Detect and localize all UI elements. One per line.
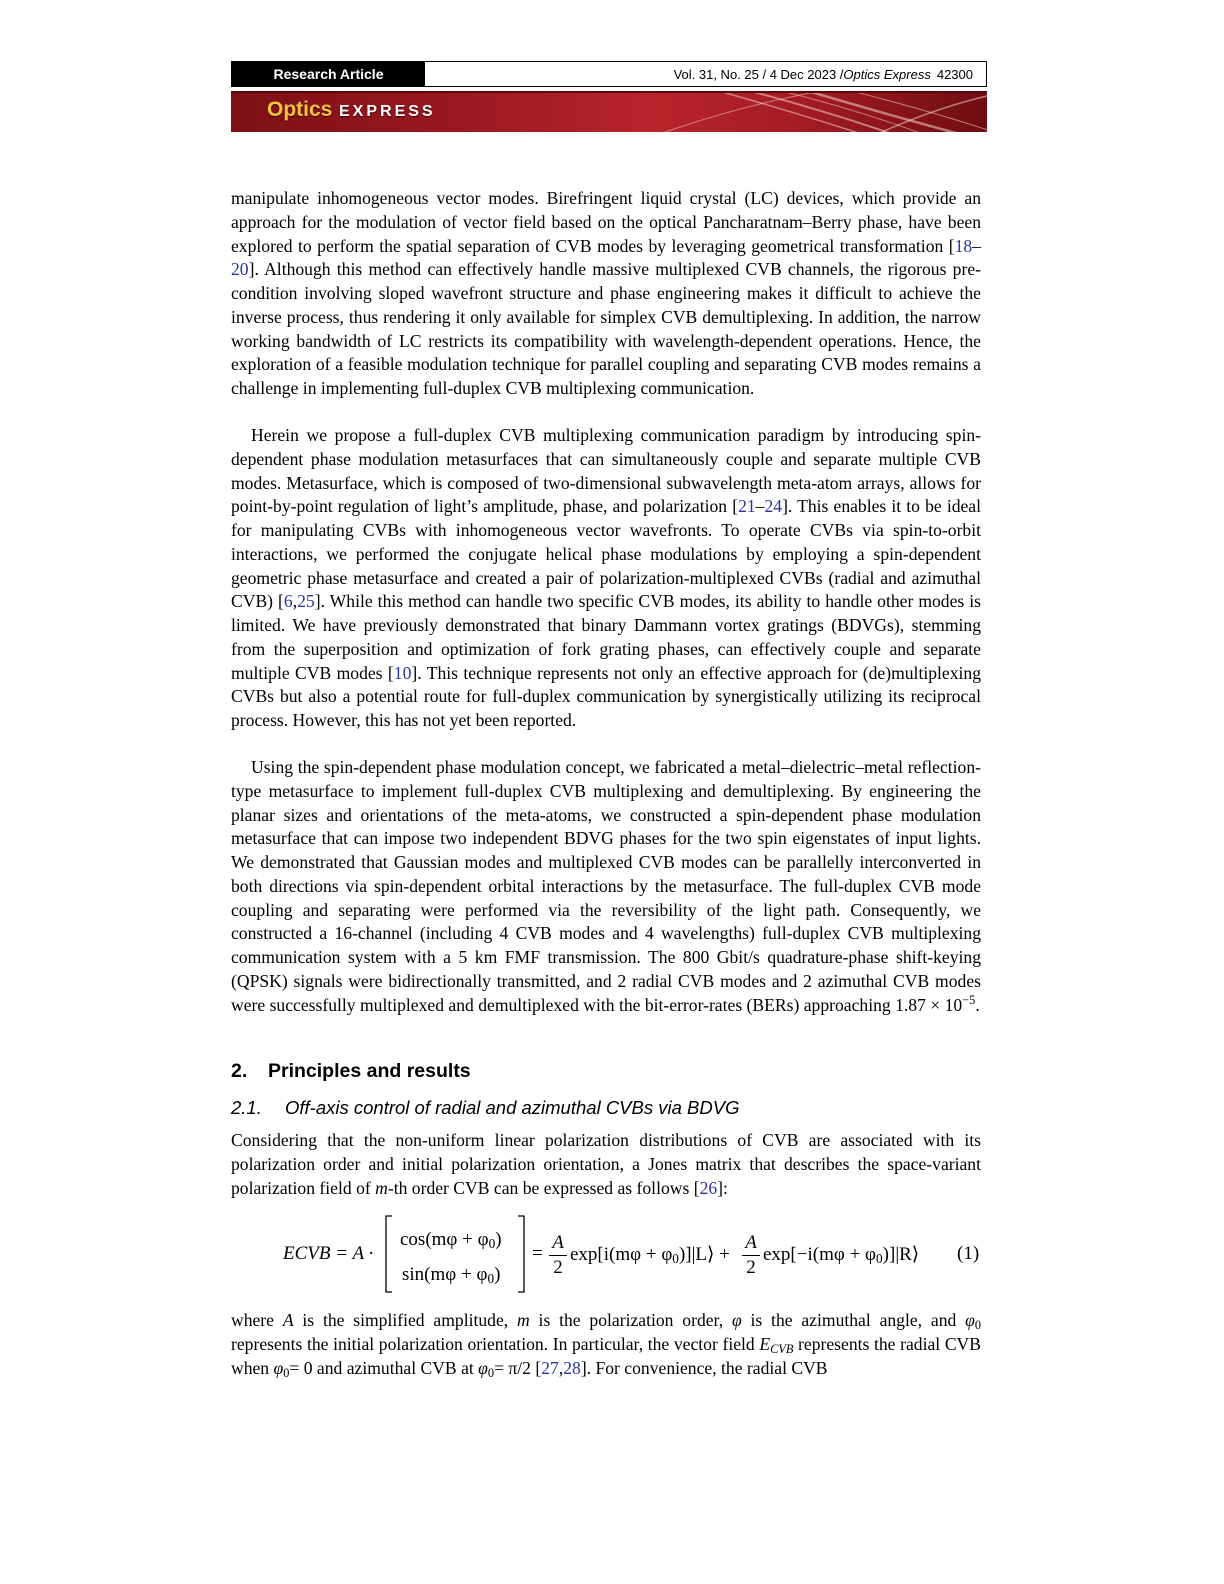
text: Herein we propose a full-duplex CVB multiplexing communication paradigm by introducing spin-dependent phase modulation metasurfaces that can simultaneously couple and separate multiple CVB modes. Metasurface, which is composed of two-dimensional subwavelength meta-atom arrays, allows for point-by-point regulation of light’s amplitude, phase, and polarization [ — [231, 425, 981, 517]
subsection-heading — [231, 1097, 739, 1119]
math-var: m — [375, 1177, 388, 1198]
journal-name: Optics Express — [843, 66, 931, 82]
subscript: CVB — [770, 1341, 794, 1356]
citation-info — [425, 62, 986, 86]
text: , — [558, 1357, 564, 1378]
text: = 0 and azimuthal CVB at — [289, 1357, 479, 1378]
matrix-top-entry: $\cos(m\varphi + \varphi_0)$ — [400, 1229, 502, 1251]
text: , — [292, 591, 298, 612]
citation-link[interactable]: 18 — [954, 235, 973, 256]
math-var: E — [759, 1333, 771, 1354]
text: = π/2 [ — [494, 1357, 542, 1378]
text: Using the spin-dependent phase modulation concept, we fabricated a metal–dielectric–metal reflection-type metasurface to implement full-duplex CVB multiplexing and demultiplexing. By engineering the planar sizes and orientations of the meta-atoms, we constructed a spin-dependent phase modulation metasurface that can impose two independent BDVG phases for the two spin eigenstates of input lights. We demonstrated that Gaussian modes and multiplexed CVB modes can be parallelly interconverted in both directions via spin-dependent orbital interactions by the metasurface. The full-duplex CVB mode coupling and separating were performed via the reversibility of the light path. Consequently, we constructed a 16-channel (including 4 CVB modes and 4 wavelengths) full-duplex CVB multiplexing communication system with a 5 km FMF transmission. The 800 Gbit/s quadrature-phase shift-keying (QPSK) signals were bidirectionally transmitted, and 2 radial CVB modes and 2 azimuthal CVB modes were successfully multiplexed and demultiplexed with the bit-error-rates (BERs) approaching 1.87 × 10 — [231, 757, 981, 1015]
equation-1 — [0, 1212, 1224, 1296]
paragraph-1 — [231, 187, 981, 401]
paragraph-2 — [231, 424, 981, 733]
article-type-label: Research Article — [232, 62, 425, 86]
text: represents the initial polarization orientation. In particular, the vector field — [231, 1333, 760, 1354]
citation-link[interactable]: 28 — [563, 1357, 581, 1378]
journal-header — [231, 61, 987, 87]
subscript: 0 — [974, 1318, 982, 1332]
paragraph-4 — [231, 1129, 981, 1200]
term-left-circular: $\exp[i(m\varphi + \varphi_0)]|L⟩$ + — [570, 1244, 730, 1266]
text: . — [975, 994, 980, 1015]
citation-link[interactable]: 26 — [699, 1177, 718, 1198]
volume-info: Vol. 31, No. 25 / 4 Dec 2023 / — [673, 66, 844, 82]
journal-banner — [231, 91, 987, 132]
citation-link[interactable]: 6 — [283, 591, 293, 612]
math-var: A — [282, 1310, 294, 1330]
text: Considering that the non-uniform linear polarization distributions of CVB are associated with its polarization order and initial polarization orientation, a Jones matrix that describes the space-variant polarization field of — [231, 1130, 981, 1198]
text: – — [755, 496, 765, 517]
citation-link[interactable]: 20 — [231, 259, 249, 280]
equation-number: (1) — [957, 1243, 980, 1264]
section-heading — [231, 1060, 471, 1083]
equation-rhs: = — [532, 1243, 543, 1264]
equation-lhs: ECVB = A · — [283, 1243, 374, 1264]
fraction-a-over-2: A 2 — [742, 1232, 760, 1279]
text: ]. This technique represents not only an effective approach for (de)multiplexing CVBs but also a potential route for full-duplex communication by synergistically utilizing its reciprocal process. However, this has not yet been reported. — [231, 662, 981, 730]
exponent: −5 — [962, 992, 976, 1007]
text: ]. This enables it to be ideal for manipulating CVBs with inhomogeneous vector wavefronts. To operate CVBs via spin-to-orbit interactions, we performed the conjugate helical phase modulations by employing a spin-dependent geometric phase metasurface and created a pair of polarization-multiplexed CVBs (radial and azimuthal CVB) [ — [231, 496, 982, 612]
brand-express: EXPRESS — [339, 103, 436, 120]
fraction-a-over-2: A 2 — [549, 1232, 567, 1279]
brand-optics: Optics — [267, 98, 333, 121]
text: ]. While this method can handle two specific CVB modes, its ability to handle other modes is limited. We have previously demonstrated that binary Dammann vortex gratings (BDVGs), stemming from the superposition and optimization of fork grating phases, can effectively couple and separate multiple CVB modes [ — [231, 591, 982, 683]
text: is the polarization order, — [529, 1310, 732, 1330]
text: is the azimuthal angle, and — [741, 1310, 966, 1330]
citation-link[interactable]: 24 — [764, 496, 783, 517]
subsection-number: 2.1. — [231, 1097, 262, 1118]
text: -th order CVB can be expressed as follows [ — [387, 1177, 700, 1198]
citation-link[interactable]: 27 — [541, 1357, 559, 1378]
text: is the simplified amplitude, — [293, 1310, 518, 1330]
subsection-title: Off-axis control of radial and azimuthal CVBs via BDVG — [285, 1097, 740, 1118]
text: manipulate inhomogeneous vector modes. Birefringent liquid crystal (LC) devices, which provide an approach for the modulation of vector field based on the optical Pancharatnam–Berry phase, have been explored to perform the spatial separation of CVB modes by leveraging geometrical transformation [ — [231, 188, 981, 256]
subscript: 0 — [487, 1365, 495, 1380]
citation-link[interactable]: 10 — [393, 662, 412, 683]
text: ]: — [717, 1177, 728, 1198]
term-right-circular: $\exp[-i(m\varphi + \varphi_0)]|R⟩$ — [763, 1244, 920, 1266]
math-var: φ — [731, 1310, 742, 1330]
math-var: m — [517, 1310, 530, 1330]
math-var: φ — [273, 1357, 284, 1378]
text: ]. For convenience, the radial CVB — [580, 1357, 828, 1378]
text: where — [231, 1310, 283, 1330]
text: represents the radial CVB when — [231, 1333, 981, 1378]
text: – — [972, 235, 981, 256]
paragraph-3 — [231, 756, 981, 1017]
subscript: 0 — [283, 1365, 290, 1380]
paragraph-5 — [231, 1309, 981, 1380]
page-number: 42300 — [936, 66, 973, 82]
text: ]. Although this method can effectively handle massive multiplexed CVB channels, the rigorous pre-condition involving sloped wavefront structure and phase engineering makes it difficult to achieve the inverse process, thus rendering it only available for simplex CVB demultiplexing. In addition, the narrow working bandwidth of LC restricts its compatibility with wavelength-dependent operations. Hence, the exploration of a feasible modulation technique for parallel coupling and separating CVB modes remains a challenge in implementing full-duplex CVB multiplexing communication. — [231, 259, 981, 398]
math-var: φ — [965, 1310, 975, 1330]
section-title: Principles and results — [268, 1060, 471, 1082]
section-number: 2. — [231, 1060, 248, 1082]
citation-link[interactable]: 21 — [738, 496, 756, 517]
matrix-bottom-entry: $\sin(m\varphi + \varphi_0)$ — [402, 1264, 501, 1286]
math-var: φ — [478, 1357, 488, 1378]
citation-link[interactable]: 25 — [297, 591, 315, 612]
